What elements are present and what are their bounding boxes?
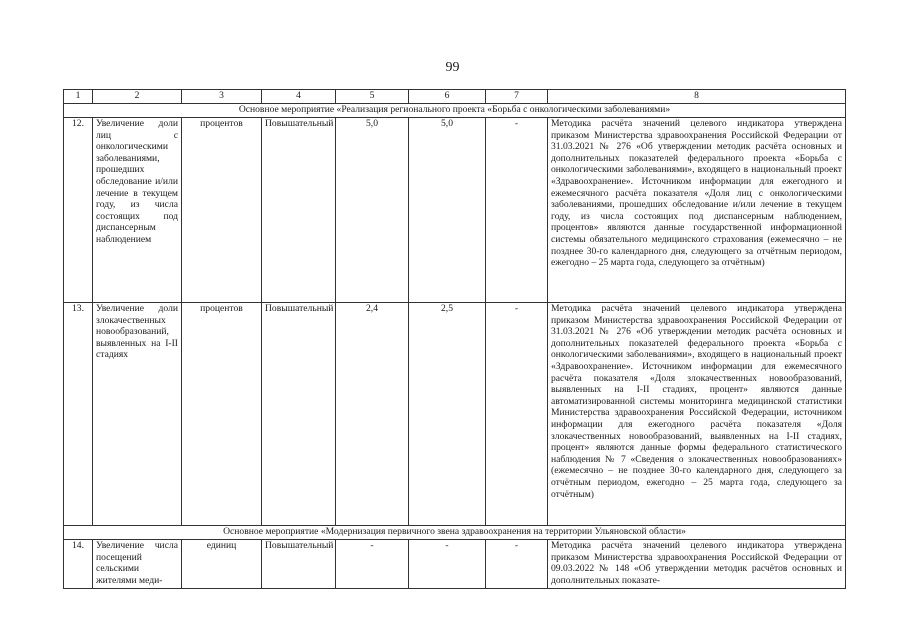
table-row <box>64 118 846 303</box>
table-row <box>64 540 846 589</box>
section-row <box>64 526 846 540</box>
value-col-6: - <box>409 540 486 589</box>
row-number: 14. <box>64 540 93 589</box>
table-row <box>64 303 846 526</box>
column-number: 7 <box>486 90 548 104</box>
column-number: 4 <box>262 90 336 104</box>
value-col-7: - <box>486 118 548 303</box>
methodology-text: Методика расчёта значений целевого индикатора утверждена приказом Министерства здравоохранения Российской Федерации от 31.03.2021 № 276 «Об утверждении методик расчёта основных и дополнительных показателей федерального проекта «Борьба с онкологическими заболеваниями», входящего в национальный проект «Здравоохранение». Источником информации для ежегодного и ежемесячного расчёта показателя «Доля лиц с онкологическими заболеваниями, прошедших обследование и/или лечение в текущем году, из числа состоящих под диспансерным наблюдением, процентов» являются данные государственной информационной системы обязательного медицинского страхования (ежемесячно – не позднее 30-го календарного дня, следующего за отчётным периодом, ежегодно – 25 марта года, следующего за отчётным) <box>548 118 846 303</box>
methodology-text <box>548 540 846 589</box>
indicators-table <box>63 89 846 589</box>
row-number: 13. <box>64 303 93 526</box>
indicator-type: Повышательный <box>262 540 336 589</box>
value-col-7: - <box>486 540 548 589</box>
indicator-name: Увеличение доли лиц с онкологическими заболеваниями, прошедших обследование и/или лечение в текущем году, из числа состоящих под диспансерным наблюдением <box>93 118 182 303</box>
section-title: Основное мероприятие «Реализация регионального проекта «Борьба с онкологическими заболеваниями» <box>64 104 846 118</box>
indicator-name: Увеличение доли злокачественных новообразований, выявленных на I-II стадиях <box>93 303 182 526</box>
column-number: 3 <box>182 90 262 104</box>
value-col-5: 2,4 <box>336 303 409 526</box>
column-number-row <box>64 90 846 104</box>
indicator-name-text: Увеличение числа посещений сельскими жителями меди- <box>96 540 178 586</box>
section-title: Основное мероприятие «Модернизация первичного звена здравоохранения на территории Ульяновской области» <box>64 526 846 540</box>
indicator-name <box>93 540 182 589</box>
section-row <box>64 104 846 118</box>
value-col-5: 5,0 <box>336 118 409 303</box>
column-number: 6 <box>409 90 486 104</box>
value-col-6: 5,0 <box>409 118 486 303</box>
value-col-6: 2,5 <box>409 303 486 526</box>
row-number: 12. <box>64 118 93 303</box>
indicator-type: Повышательный <box>262 118 336 303</box>
column-number: 2 <box>93 90 182 104</box>
value-col-5: - <box>336 540 409 589</box>
methodology-text: Методика расчёта значений целевого индикатора утверждена приказом Министерства здравоохранения Российской Федерации от 31.03.2021 № 276 «Об утверждении методик расчёта основных и дополнительных показателей федерального проекта «Борьба с онкологическими заболеваниями», входящего в национальный проект «Здравоохранение». Источником информации для ежемесячного расчёта показателя «Доля злокачественных новообразований, выявленных на I-II стадиях, процент» являются данные автоматизированной системы мониторинга медицинской статистики Министерства здравоохранения Российской Федерации, источником информации для ежегодного расчёта показателя «Доля злокачественных новообразований, выявленных на I-II стадиях, процент» являются данные формы федерального статистического наблюдения № 7 «Сведения о злокачественных новообразованиях» (ежемесячно – не позднее 30-го календарного дня, следующего за отчётным периодом, ежегодно – 25 марта года, следующего за отчётным) <box>548 303 846 526</box>
column-number: 5 <box>336 90 409 104</box>
page-number: 99 <box>445 60 460 75</box>
column-number: 8 <box>548 90 846 104</box>
unit-of-measure: единиц <box>182 540 262 589</box>
value-col-7: - <box>486 303 548 526</box>
unit-of-measure: процентов <box>182 303 262 526</box>
column-number: 1 <box>64 90 93 104</box>
indicator-type: Повышательный <box>262 303 336 526</box>
methodology-text-body: Методика расчёта значений целевого индикатора утверждена приказом Министерства здравоохранения Российской Федерации от 09.03.2022 № 148 «Об утверждении методик расчётов основных и дополнительных показате- <box>551 540 842 586</box>
unit-of-measure: процентов <box>182 118 262 303</box>
